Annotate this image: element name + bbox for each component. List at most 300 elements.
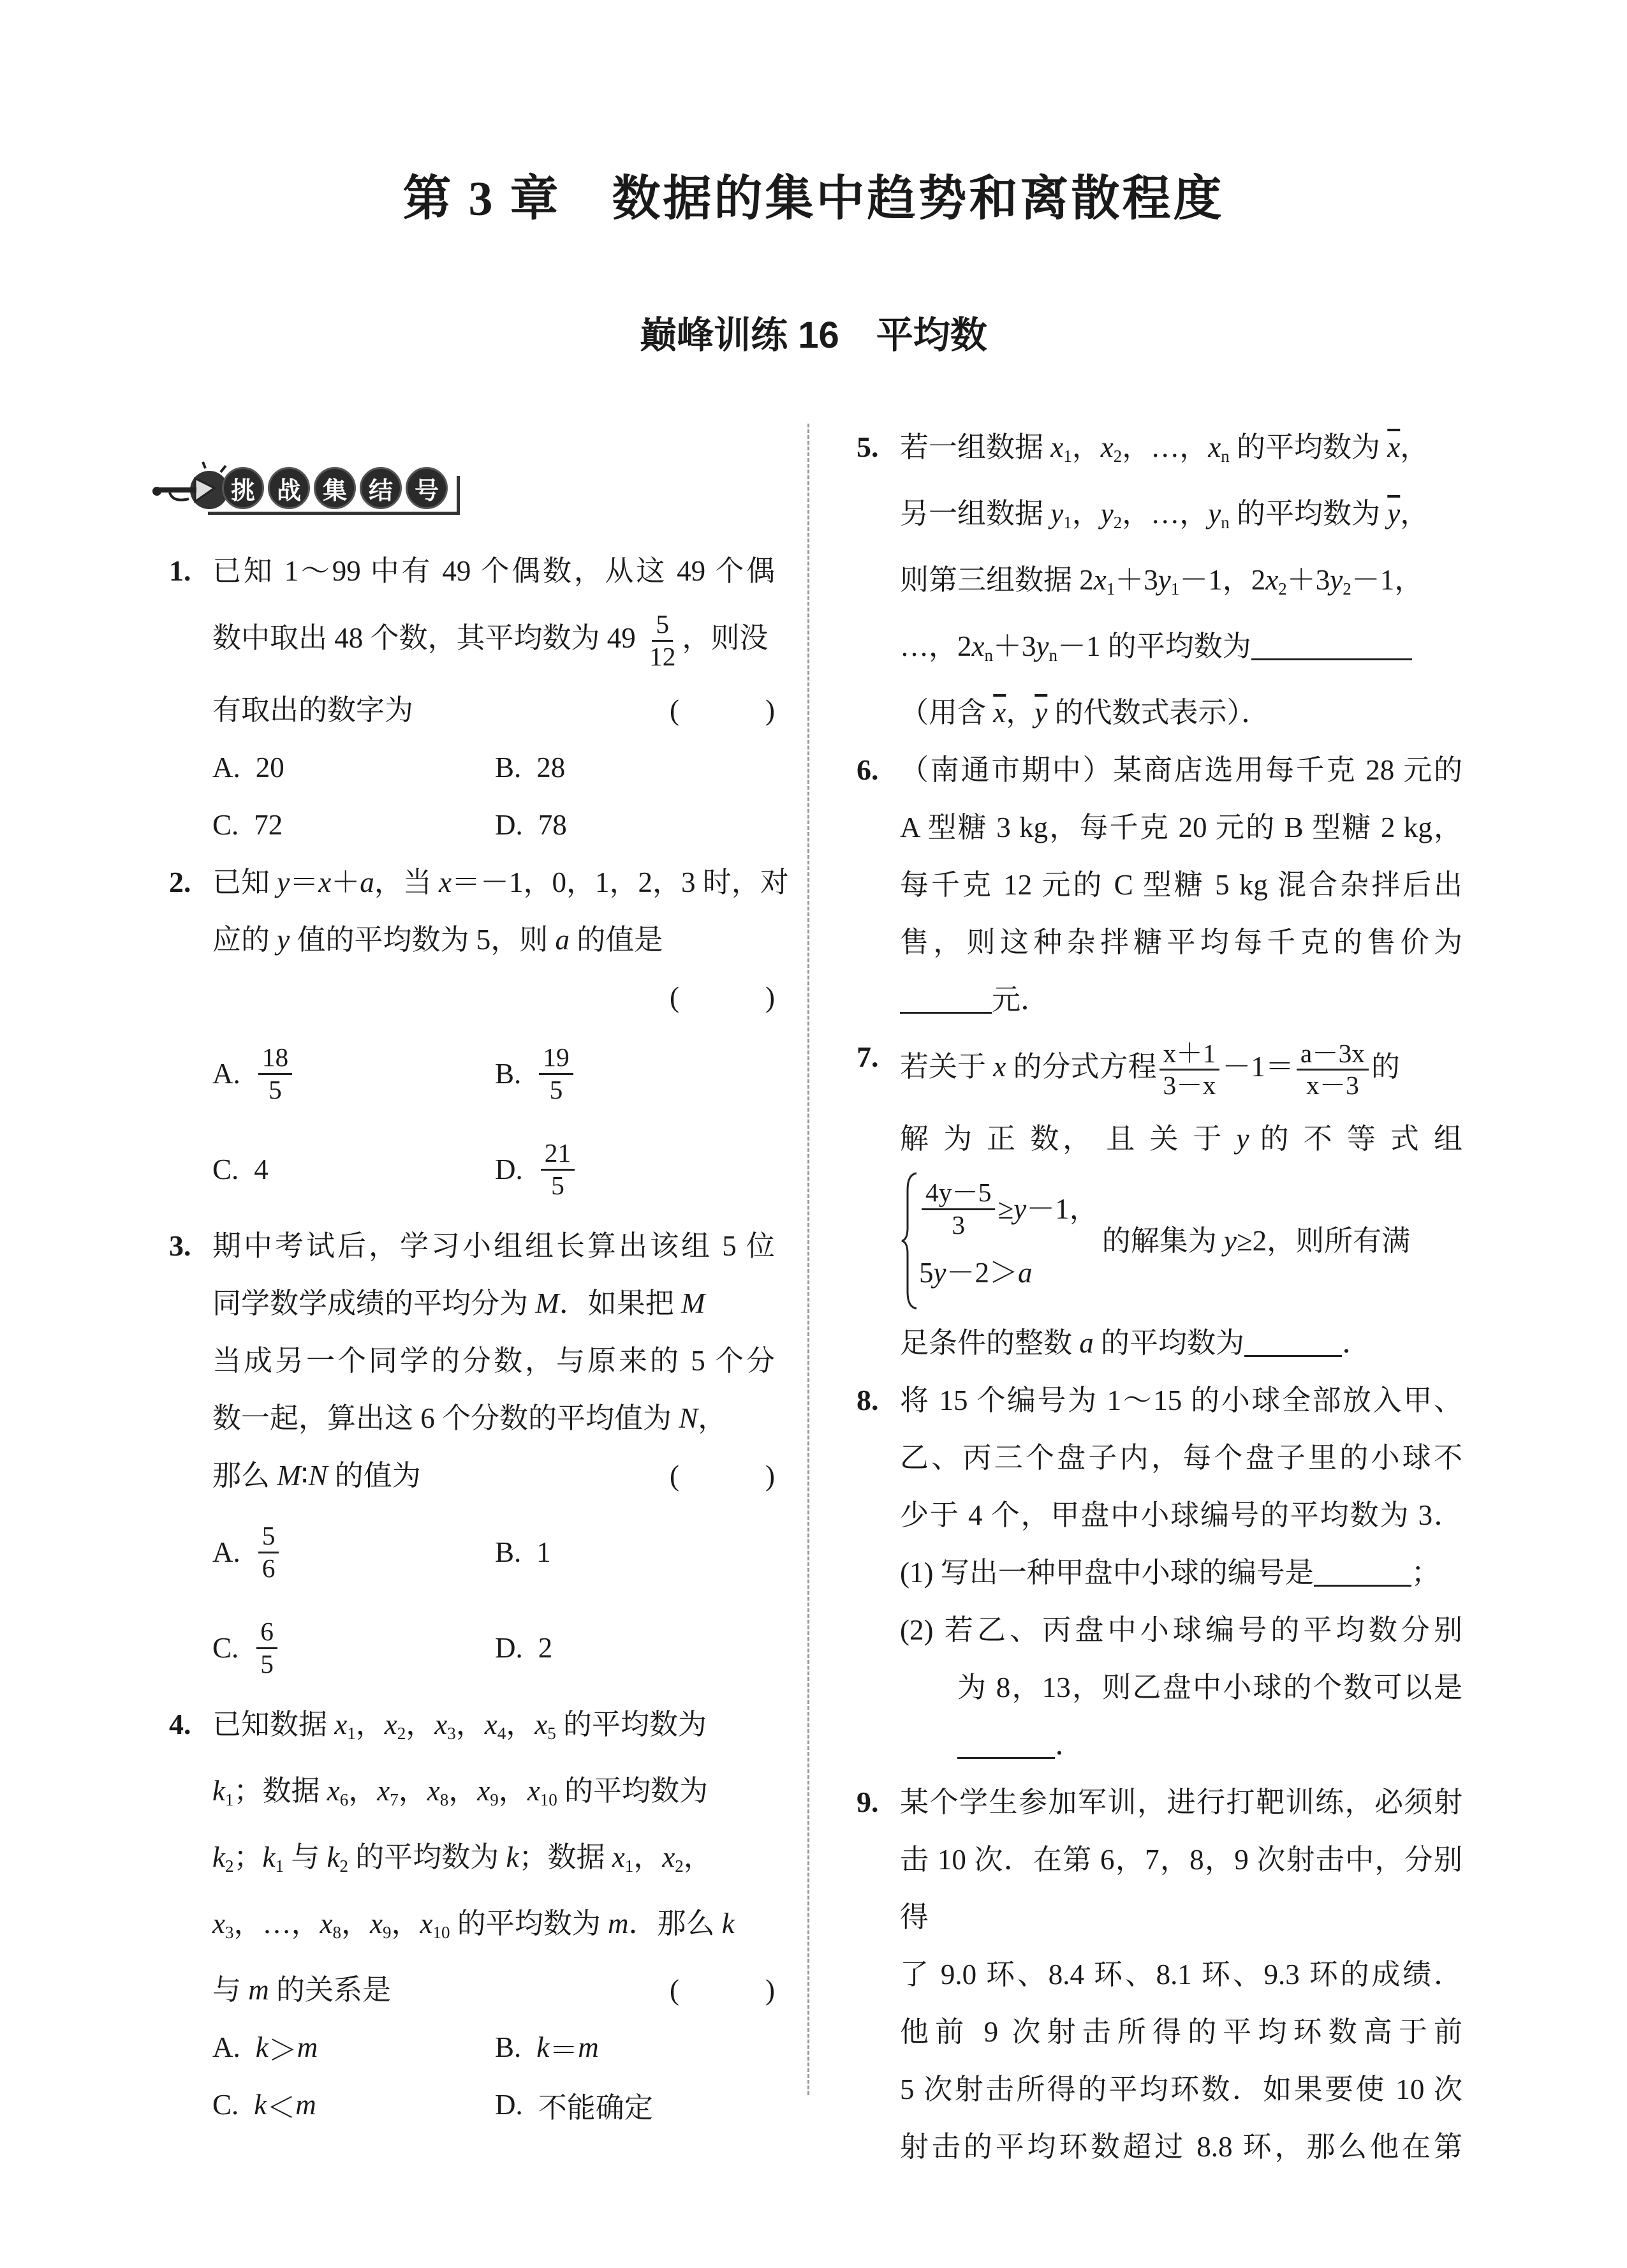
fraction-numerator: 4y－5 xyxy=(922,1178,995,1210)
question-line xyxy=(212,1390,775,1447)
chapter-title: 第 3 章 数据的集中趋势和离散程度 xyxy=(402,172,1225,226)
question-line xyxy=(900,1486,1462,1544)
math-variable: M xyxy=(681,1287,705,1319)
line-text xyxy=(900,1110,1462,1167)
text-run: 为 8，13，则乙盘中小球的个数可以是 xyxy=(957,1671,1462,1704)
text-run: 的解集为 xyxy=(1101,1225,1224,1257)
answer-blank[interactable] xyxy=(900,986,992,1014)
text-run: A 型糖 3 kg，每千克 20 元的 B 型糖 2 kg， xyxy=(900,812,1462,844)
math-variable: k xyxy=(721,1908,735,1940)
text-run: 了 9.0 环、8.4 环、8.1 环、9.3 环的成绩． xyxy=(900,1959,1462,1991)
line-text xyxy=(212,1828,712,1895)
line-text xyxy=(957,1659,1462,1716)
question-line xyxy=(900,1110,1462,1167)
inequality-system xyxy=(900,1171,1098,1311)
text-run: 已知 1～99 中有 49 个偶数，从这 49 个偶 xyxy=(212,555,775,587)
text-run: 已知 xyxy=(212,866,277,898)
line-text xyxy=(212,1447,421,1504)
math-variable: k xyxy=(506,1841,519,1874)
question-line xyxy=(212,1895,775,1961)
math-variable: k xyxy=(212,1841,225,1874)
question xyxy=(857,741,1462,1028)
text-run: 与 xyxy=(212,1974,249,2006)
text-run: 的平均数为 xyxy=(450,1908,608,1940)
options-grid xyxy=(212,739,775,854)
question xyxy=(169,1696,775,2133)
math-variable: y xyxy=(1208,498,1221,530)
math-variable: a xyxy=(555,924,570,956)
line-text xyxy=(900,1774,1462,1831)
subscript: 2 xyxy=(1343,579,1351,599)
math-variable: m xyxy=(248,1974,269,2006)
line-text xyxy=(212,542,775,600)
fraction xyxy=(258,1521,279,1583)
fraction-denominator: 5 xyxy=(551,1170,564,1200)
text-run: ＜ xyxy=(267,2091,296,2124)
math-variable: x xyxy=(1093,564,1107,597)
text-run: 的值为 xyxy=(327,1460,421,1492)
question-line xyxy=(900,741,1462,799)
subscript: 6 xyxy=(339,1790,349,1810)
question xyxy=(169,1217,775,1696)
text-run: ， xyxy=(1400,431,1429,463)
subscript: 1 xyxy=(1106,579,1115,599)
mean-symbol: $\overline{x}$ xyxy=(993,697,1006,729)
text-run: ．那么 xyxy=(628,1908,722,1940)
answer-option[interactable] xyxy=(212,2076,495,2133)
line-text xyxy=(212,1275,705,1332)
text-run: ，则没 xyxy=(682,621,769,654)
text-run: 足条件的整数 xyxy=(900,1327,1080,1360)
question-line xyxy=(900,1544,1462,1601)
math-variable: x xyxy=(971,630,985,663)
question-line xyxy=(900,1831,1462,1946)
subscript: 8 xyxy=(332,1923,341,1943)
subscript: n xyxy=(1221,513,1230,533)
text-run: (1) 写出一种甲盘中小球的编号是 xyxy=(900,1557,1314,1589)
subscript: 10 xyxy=(432,1923,450,1943)
line-text xyxy=(900,2118,1462,2175)
text-run: 与 xyxy=(283,1841,327,1874)
text-run: 的平均数为 xyxy=(1229,431,1388,463)
text-run: ．如果把 xyxy=(559,1287,682,1319)
line-text xyxy=(900,618,1412,684)
text-run: ， xyxy=(1071,498,1101,530)
line-text xyxy=(212,1762,708,1828)
question-number: 3. xyxy=(169,1229,191,1262)
math-variable: x xyxy=(1050,431,1064,463)
question-line xyxy=(900,1601,1462,1659)
answer-option[interactable] xyxy=(212,796,495,854)
math-variable: a xyxy=(360,866,374,898)
line-text xyxy=(900,971,1049,1028)
question-line xyxy=(900,1314,1462,1372)
answer-option[interactable] xyxy=(212,739,495,796)
column-divider xyxy=(807,424,809,2095)
subscript: n xyxy=(984,646,993,665)
answer-blank[interactable] xyxy=(1244,1330,1342,1358)
option-label: D. xyxy=(495,809,523,841)
fraction-numerator: 5 xyxy=(652,609,673,642)
question-number: 7. xyxy=(857,1041,879,1074)
line-text xyxy=(1102,1212,1410,1270)
text-run: 的平均数为 xyxy=(1229,498,1388,530)
question xyxy=(857,1372,1462,1774)
math-variable: y xyxy=(1236,1123,1249,1155)
question-line xyxy=(900,856,1462,914)
text-run: 售，则这种杂拌糖平均每千克的售价为 xyxy=(900,926,1462,959)
question-line xyxy=(212,968,775,1026)
question xyxy=(169,854,789,1217)
badge-char: 挑 xyxy=(222,467,264,509)
question-number: 6. xyxy=(857,753,879,787)
math-variable: x xyxy=(1208,431,1221,463)
subscript: 1 xyxy=(624,1857,634,1876)
question-line xyxy=(900,1028,1462,1110)
text-run: 每千克 12 元的 C 型糖 5 kg 混合杂拌后出 xyxy=(900,869,1462,901)
option-label: D. xyxy=(495,2089,523,2121)
subscript: n xyxy=(1221,447,1230,466)
math-variable: x xyxy=(439,866,452,898)
subscript: 2 xyxy=(675,1857,684,1876)
subscript: 3 xyxy=(225,1923,234,1943)
text-run: ； xyxy=(233,1841,263,1874)
question-line xyxy=(212,1696,775,1762)
question-line xyxy=(212,854,789,911)
text-run: ＋3 xyxy=(1286,564,1330,597)
text-run: 元． xyxy=(992,984,1050,1016)
subscript: 2 xyxy=(1113,447,1123,466)
fraction xyxy=(1160,1039,1220,1101)
text-run: 的 xyxy=(1371,1050,1400,1083)
text-run: 5 次射击所得的平均环数．如果要使 10 次 xyxy=(900,2073,1462,2106)
math-variable: x xyxy=(420,1908,433,1940)
inequality xyxy=(919,1177,1098,1241)
question-line xyxy=(900,485,1462,551)
line-text xyxy=(900,1429,1462,1486)
math-variable: x xyxy=(377,1775,390,1807)
text-run: 72 xyxy=(254,809,283,841)
answer-option[interactable] xyxy=(212,1504,495,1600)
answer-parentheses[interactable]: ( ) xyxy=(670,1974,775,2006)
math-variable: y xyxy=(1330,564,1343,597)
question-line xyxy=(900,1774,1462,1831)
text-run: 若关于 xyxy=(900,1050,994,1083)
answer-parentheses[interactable]: ( ) xyxy=(670,694,775,726)
subscript: 1 xyxy=(1063,447,1072,466)
math-variable: M xyxy=(535,1287,559,1319)
question xyxy=(857,1774,1462,2175)
line-text xyxy=(212,854,789,911)
text-run: ， xyxy=(1006,697,1035,729)
text-run: ＋3 xyxy=(993,630,1036,663)
math-variable: m xyxy=(297,2031,318,2064)
text-run: ＝ xyxy=(290,866,319,898)
fraction-numerator: 18 xyxy=(258,1042,292,1075)
answer-option[interactable] xyxy=(495,796,775,854)
text-run: 的平均数为 xyxy=(348,1841,506,1874)
text-run: 的代数式表示）． xyxy=(1047,697,1270,729)
option-label: D. xyxy=(495,1632,523,1664)
text-run: 同学数学成绩的平均分为 xyxy=(212,1287,536,1319)
line-text xyxy=(900,2061,1462,2118)
text-run: 若一组数据 xyxy=(900,431,1051,463)
math-variable: x xyxy=(527,1775,540,1807)
question-line xyxy=(900,1946,1462,2003)
math-variable: M xyxy=(277,1460,301,1492)
line-text xyxy=(957,1716,1084,1774)
line-text xyxy=(900,1314,1371,1372)
math-variable: y xyxy=(1100,498,1114,530)
option-label: A. xyxy=(212,2031,240,2064)
line-text xyxy=(900,2003,1462,2061)
question-line xyxy=(900,419,1462,485)
question-line xyxy=(900,1429,1462,1486)
fraction-denominator: 3－x xyxy=(1163,1071,1216,1101)
line-text xyxy=(900,799,1462,856)
math-variable: x xyxy=(212,1908,225,1940)
text-run: ，当 xyxy=(374,866,439,898)
option-label: A. xyxy=(212,1058,240,1090)
math-variable: x xyxy=(334,1708,348,1740)
subscript: 8 xyxy=(439,1790,449,1810)
left-column xyxy=(169,542,789,2133)
mean-symbol: $\overline{x}$ xyxy=(1387,431,1401,463)
question-line xyxy=(900,2003,1462,2061)
text-run: 另一组数据 xyxy=(900,498,1051,530)
fraction xyxy=(645,609,679,672)
answer-parentheses[interactable]: ( ) xyxy=(670,1460,775,1492)
question-line xyxy=(900,551,1462,618)
fraction xyxy=(922,1178,995,1240)
math-variable: x xyxy=(318,866,332,898)
text-run: ∶ xyxy=(300,1460,309,1492)
line-text xyxy=(212,911,663,968)
text-run: ， xyxy=(398,1775,427,1807)
subscript: 1 xyxy=(1063,513,1072,533)
text-run: ； xyxy=(1411,1557,1440,1589)
text-run: 78 xyxy=(538,809,567,841)
question-line xyxy=(900,684,1462,741)
mean-symbol: $\overline{y}$ xyxy=(1387,498,1401,530)
math-variable: k xyxy=(327,1841,340,1874)
math-variable: k xyxy=(254,2089,267,2121)
math-variable: k xyxy=(536,2031,550,2064)
text-run: －1，2 xyxy=(1179,564,1266,597)
line-text xyxy=(900,1372,1462,1429)
fraction-numerator: 5 xyxy=(258,1521,279,1553)
question-line xyxy=(900,971,1462,1028)
brace-icon xyxy=(900,1171,919,1311)
math-variable: x xyxy=(662,1841,675,1874)
fraction-denominator: 6 xyxy=(261,1553,276,1583)
text-run: 5 xyxy=(919,1257,934,1289)
subscript: 2 xyxy=(397,1724,406,1744)
math-variable: k xyxy=(255,2031,269,2064)
option-label: A. xyxy=(212,752,240,783)
text-run: ， xyxy=(698,1402,727,1434)
options-grid xyxy=(212,1026,775,1217)
fraction-numerator: 21 xyxy=(541,1138,575,1171)
math-variable: x xyxy=(534,1708,548,1740)
text-run: 的平均数为 xyxy=(557,1775,708,1807)
math-variable: x xyxy=(993,1050,1006,1083)
text-run: ＋ xyxy=(331,866,360,898)
math-variable: y xyxy=(1223,1225,1237,1257)
text-run: 已知数据 xyxy=(212,1708,335,1740)
text-run: －2＞ xyxy=(946,1257,1018,1289)
line-text xyxy=(900,1601,1462,1659)
text-run: 4 xyxy=(254,1153,269,1185)
subscript: 9 xyxy=(382,1923,392,1943)
answer-option[interactable] xyxy=(495,1026,775,1122)
question-line xyxy=(212,1762,775,1828)
question-line xyxy=(900,914,1462,971)
text-run: ＝－1，0，1，2，3 时，对 xyxy=(452,866,789,898)
options-grid xyxy=(212,2019,775,2133)
answer-option[interactable] xyxy=(495,2076,775,2133)
answer-option[interactable] xyxy=(212,2019,495,2076)
answer-option[interactable] xyxy=(212,1600,495,1696)
text-run: ， xyxy=(448,1775,478,1807)
question-line xyxy=(900,1167,1462,1314)
text-run: ；数据 xyxy=(233,1775,327,1807)
right-column xyxy=(857,419,1462,2175)
math-variable: a xyxy=(1018,1257,1033,1289)
fraction-denominator: 5 xyxy=(269,1074,282,1104)
answer-blank[interactable] xyxy=(1251,633,1412,661)
math-variable: m xyxy=(608,1908,629,1940)
text-run: 的关系是 xyxy=(269,1974,392,2006)
question-line xyxy=(900,799,1462,856)
fraction xyxy=(1297,1039,1369,1101)
text-run: 解 为 正 数， 且 关 于 xyxy=(900,1123,1237,1155)
question-number: 4. xyxy=(169,1708,191,1740)
text-run: ＋3 xyxy=(1115,564,1158,597)
line-text xyxy=(900,1486,1462,1544)
question-line xyxy=(212,911,775,968)
line-text xyxy=(212,1696,707,1762)
math-variable: m xyxy=(578,2031,599,2064)
question-line xyxy=(212,1828,775,1895)
text-run: ≥ xyxy=(998,1193,1014,1226)
option-label: B. xyxy=(495,1058,522,1090)
subscript: 7 xyxy=(390,1790,399,1810)
subscript: 1 xyxy=(225,1790,234,1810)
options-grid xyxy=(212,1504,775,1696)
text-run: 的平均数为 xyxy=(1093,1327,1245,1360)
answer-option[interactable] xyxy=(212,1026,495,1122)
badge-char: 结 xyxy=(360,467,402,509)
text-run: －1， xyxy=(1351,564,1424,597)
fraction xyxy=(256,1617,277,1679)
math-variable: x xyxy=(477,1775,490,1807)
answer-option[interactable] xyxy=(495,1600,775,1696)
math-variable: x xyxy=(434,1708,448,1740)
text-run: 击 10 次．在第 6，7，8，9 次射击中，分别得 xyxy=(900,1844,1462,1934)
option-label: C. xyxy=(212,1632,239,1664)
answer-option[interactable] xyxy=(495,1122,775,1217)
text-run: ． xyxy=(1055,1729,1084,1761)
option-label: A. xyxy=(212,1536,240,1568)
system-rows xyxy=(919,1177,1098,1305)
fraction-denominator: 5 xyxy=(260,1649,274,1679)
section-title: 巅峰训练 16 平均数 xyxy=(640,315,987,356)
math-variable: y xyxy=(277,924,290,956)
text-run: ， xyxy=(683,1841,712,1874)
question xyxy=(857,419,1462,741)
subscript: 1 xyxy=(275,1857,284,1876)
text-run: (2) 若乙、丙盘中小球编号的平均数分别 xyxy=(900,1614,1462,1647)
answer-option[interactable] xyxy=(495,2019,775,2076)
text-run: －1， xyxy=(1026,1193,1098,1226)
text-run: ， xyxy=(348,1775,378,1807)
question-line xyxy=(212,1332,775,1390)
fraction-denominator: 5 xyxy=(549,1074,563,1104)
text-run: （用含 xyxy=(900,697,994,729)
line-text xyxy=(900,485,1429,551)
math-variable: x xyxy=(327,1775,340,1807)
math-variable: k xyxy=(212,1775,225,1807)
text-run: （南通市期中）某商店选用每千克 28 元的 xyxy=(900,754,1462,787)
text-run: ；数据 xyxy=(519,1841,612,1874)
text-run: 当成另一个同学的分数，与原来的 5 个分 xyxy=(212,1345,775,1377)
line-text xyxy=(900,914,1462,971)
line-text xyxy=(900,1831,1462,1946)
subscript: 2 xyxy=(1113,513,1123,533)
math-variable: N xyxy=(679,1402,698,1434)
math-variable: x xyxy=(370,1908,383,1940)
text-run: 射击的平均环数超过 8.8 环，那么他在第 xyxy=(900,2131,1462,2163)
math-variable: N xyxy=(308,1460,328,1492)
question-line xyxy=(900,1372,1462,1429)
math-variable: x xyxy=(320,1908,333,1940)
question-line xyxy=(212,542,775,600)
question-number: 9. xyxy=(857,1786,879,1819)
line-text xyxy=(900,741,1462,799)
text-run: ，…， xyxy=(1122,431,1209,463)
option-label: B. xyxy=(495,1536,522,1568)
fraction-numerator: 19 xyxy=(539,1042,573,1075)
text-run: ＝ xyxy=(549,2034,578,2066)
fraction xyxy=(541,1138,575,1201)
answer-parentheses[interactable]: ( ) xyxy=(670,981,775,1013)
subscript: 3 xyxy=(447,1724,456,1744)
answer-blank[interactable] xyxy=(957,1731,1055,1760)
text-run: ， xyxy=(455,1708,485,1740)
line-text xyxy=(212,1895,735,1961)
text-run: ， xyxy=(1400,498,1429,530)
question-line xyxy=(900,1659,1462,1716)
badge-char: 集 xyxy=(314,467,356,509)
fraction xyxy=(539,1042,573,1105)
text-run: 的分式方程 xyxy=(1006,1050,1157,1083)
subscript: 2 xyxy=(1278,579,1287,599)
question-line xyxy=(212,600,775,681)
fraction-denominator: 3 xyxy=(952,1210,966,1240)
answer-blank[interactable] xyxy=(1314,1559,1411,1587)
mean-symbol: $\overline{y}$ xyxy=(1034,697,1048,729)
answer-option[interactable] xyxy=(495,739,775,796)
badge-char: 战 xyxy=(268,467,310,509)
answer-option[interactable] xyxy=(212,1122,495,1217)
text-run: 1 xyxy=(536,1536,551,1568)
line-text xyxy=(212,681,413,739)
text-run: ， xyxy=(391,1908,420,1940)
fraction-denominator: x－3 xyxy=(1306,1071,1359,1101)
answer-option[interactable] xyxy=(495,1504,775,1600)
question-line xyxy=(212,681,775,739)
